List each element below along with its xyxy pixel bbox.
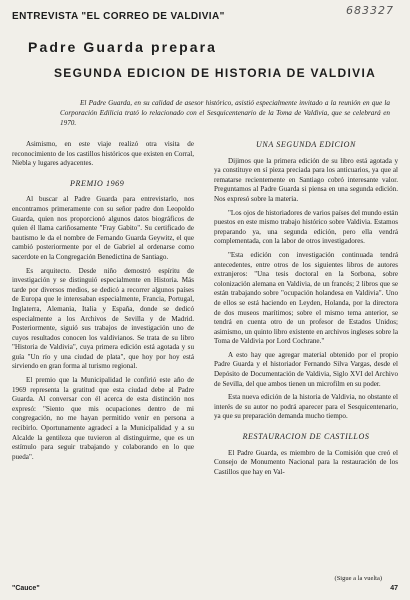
subhead-segunda-edicion: UNA SEGUNDA EDICION	[256, 140, 356, 149]
handwritten-catalog-number: 683327	[346, 4, 394, 17]
right-paragraph-1: Dijimos que la primera edición de su libro está agotada y ya constituye en sí pieza preciada para los anticuarios, ya que al rematarse recientemente en Santiago cobró interesante valor. Preguntamos al Padre Guarda si piensa en una segunda edición. Nos expresó sobre la materia.	[214, 156, 398, 203]
right-paragraph-2: "Los ojos de historiadores de varios países del mundo están puestos en este mismo trabajo histórico sobre Valdivia. Estamos preparando ya, una segunda edición, pero ella vendrá complementada, con la labor de otros investigadores.	[214, 208, 398, 246]
publication-name: "Cauce"	[12, 585, 40, 592]
continued-note: (Sigue a la vuelta)	[334, 575, 382, 582]
lead-paragraph: El Padre Guarda, en su calidad de asesor histórico, asistió especialmente invitado a la reunión en que la Corporación Edilicia trató lo relacionado con el Sesquicentenario de la Toma de Valdivia, que se celebrará en 1970.	[60, 99, 390, 127]
page-number: 47	[390, 585, 398, 592]
subhead-premio: PREMIO 1969	[70, 178, 125, 188]
right-paragraph-5: Esta nueva edición de la historia de Valdivia, no obstante el interés de su autor no podrá aparecer para el Sesquicentenario, ya que su preparación demanda mucho tiempo.	[214, 393, 398, 421]
right-paragraph-6: El Padre Guarda, es miembro de la Comisión que creó el Consejo de Monumento Nacional para la restauración de los Castillos que hay en Val-	[214, 448, 398, 476]
left-paragraph-1: Asimismo, en este viaje realizó otra visita de reconocimiento de los castillos históricos que existen en Corral, Niebla y lugares adyacentes.	[12, 140, 194, 168]
left-column	[12, 140, 194, 466]
headline-secondary: SEGUNDA EDICION DE HISTORIA DE VALDIVIA	[54, 66, 377, 80]
left-paragraph-3: Es arquitecto. Desde niño demostró espíritu de investigación y se distinguió especialmente en Historia. Más tarde por diversos medios, se dedicó a recorrer algunos países de Europa que le interesaban especialmente, Francia, Portugal, Inglaterra, Alemania, Italia y España, donde se dedicó especialmente a los Archivos de Sevilla y de Madrid. Posteriormente, siguió sus trabajos de investigación uno de cuyos resultados conocen los valdivianos. Se trata de su libro "Historia de Valdivia", cuya primera edición está agotada y su guía "Un río y una ciudad de plata", que hoy por hoy está sirviendo en gran forma al turismo regional.	[12, 266, 194, 371]
section-kicker: ENTREVISTA "EL CORREO DE VALDIVIA"	[12, 11, 225, 22]
subhead-restauracion: RESTAURACION DE CASTILLOS	[242, 432, 370, 442]
left-paragraph-4: El premio que la Municipalidad le confirió este año de 1969 representa la gratitud que esta ciudad debe al Padre Guarda. Al conversar con él acerca de esta distinción nos expresó: "Siento que mis ocupaciones dentro de mi congregación, no me hayan permitido venir en persona a recibirlo. Oportunamente agradecí a la Municipalidad y a su Alcalde la gentileza que tuvieron al distinguirme, que es un estímulo para seguir trabajando y colaborando en lo que pueda".	[12, 376, 194, 461]
right-paragraph-3: "Esta edición con investigación continuada tendrá antecedentes, entre otros de los siguientes libros de autores extranjeros: "Una tesis doctoral en la Sorbona, sobre colonización alemana en Valdivia, de un francés; 2 libros que se están trabajando sobre "ocupación holandesa en Valdivia". Uno de ellos se está haciendo en Leyden, Holanda, por la directora de dos museos marítimos; sobre el mismo tema anterior, se tendrá en cuenta otro de un profesor de Estados Unidos; asimismo, un quinto libro existente en archivos ingleses sobre la Toma de Valdivia por Lord Cochrane."	[214, 250, 398, 346]
headline-primary: Padre Guarda prepara	[28, 39, 218, 55]
right-paragraph-4: A esto hay que agregar material obtenido por el propio Padre Guarda y el historiador Fernando Silva Vargas, desde el Depósito de Documentación de Valdivia, Siglo XVI del Archivo de Sevilla, del que ambos tienen un microfilm en su poder.	[214, 350, 398, 388]
right-column	[214, 140, 398, 481]
left-paragraph-2: Al buscar al Padre Guarda para entrevistarlo, nos encontramos primeramente con su señor padre don Leopoldo Guarda, quien nos proporcionó algunos datos biográficos de quien él llama cariñosamente "Fray Gabito". Su certificado de bautismo le da el nombre de Fernando Guarda Geywitz, el que cambió posteriormente por el de Gabriel al ordenarse como sacerdote en la Congregación Benedictina de Santiago.	[12, 195, 194, 261]
